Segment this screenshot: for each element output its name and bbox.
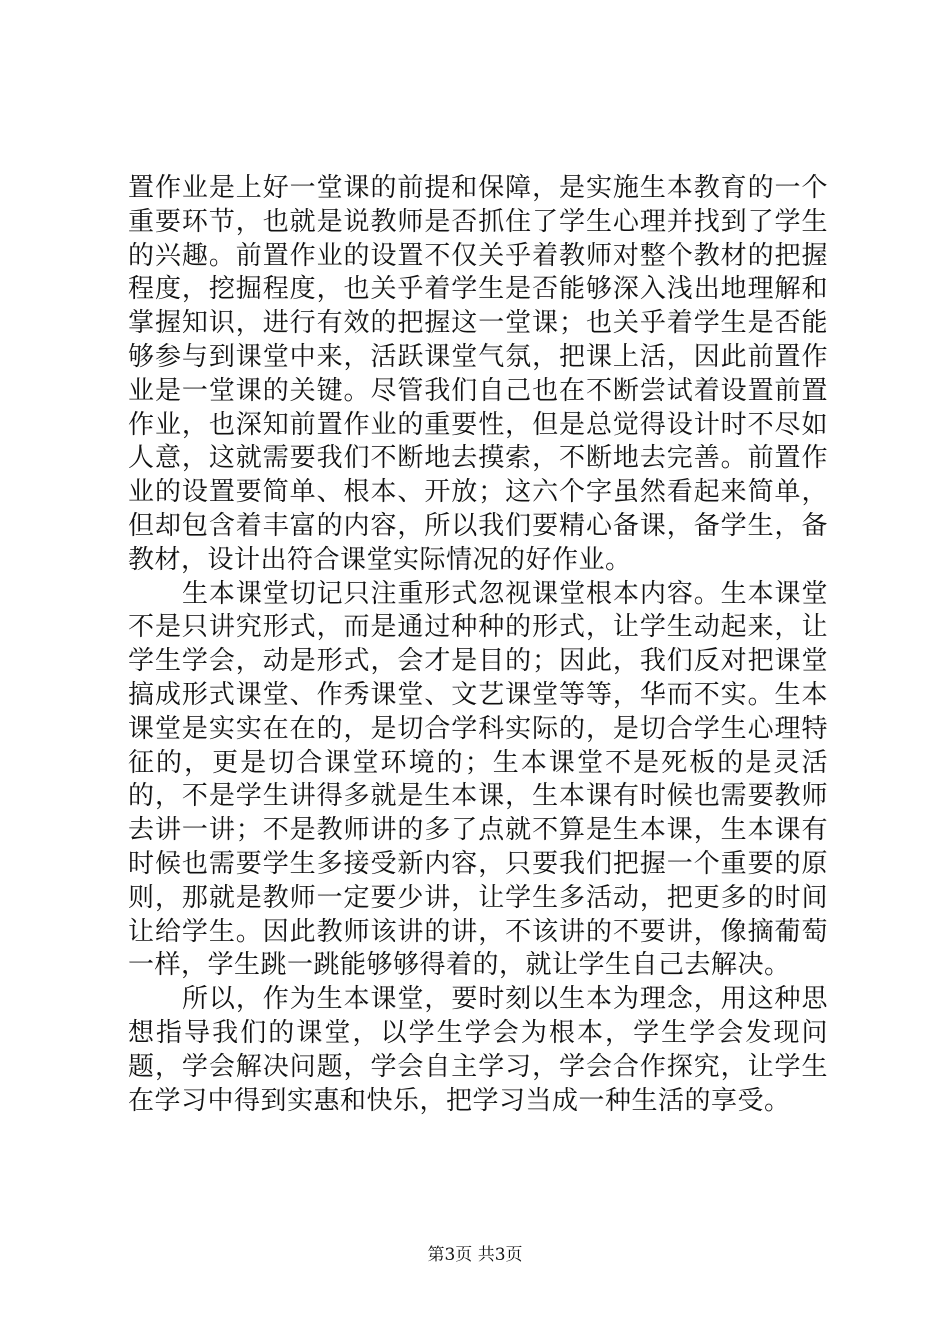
paragraph-continuation: 置作业是上好一堂课的前提和保障，是实施生本教育的一个重要环节，也就是说教师是否抓住了学生心理并找到了学生的兴趣。前置作业的设置不仅关乎着教师对整个教材的把握程度，挖掘程度，也关乎着学生是否能够深入浅出地理解和掌握知识，进行有效的把握这一堂课；也关乎着学生是否能够参与到课堂中来，活跃课堂气氛，把课上活，因此前置作业是一堂课的关键。尽管我们自己也在不断尝试着设置前置作业，也深知前置作业的重要性，但是总觉得设计时不尽如人意，这就需要我们不断地去摸索，不断地去完善。前置作业的设置要简单、根本、开放；这六个字虽然看起来简单，但却包含着丰富的内容，所以我们要精心备课，备学生，备教材，设计出符合课堂实际情况的好作业。 — [128, 173, 828, 575]
paragraph-conclusion: 所以，作为生本课堂，要时刻以生本为理念，用这种思想指导我们的课堂，以学生学会为根本，学生学会发现问题，学会解决问题，学会自主学习，学会合作探究，让学生在学习中得到实惠和快乐，把学习当成一种生活的享受。 — [128, 984, 828, 1116]
document-body — [128, 172, 828, 1118]
paragraph-shengben-form: 生本课堂切记只注重形式忽视课堂根本内容。生本课堂不是只讲究形式，而是通过种种的形式，让学生动起来，让学生学会，动是形式，会才是目的；因此，我们反对把课堂搞成形式课堂、作秀课堂、文艺课堂等等，华而不实。生本课堂是实实在在的，是切合学科实际的，是切合学生心理特征的，更是切合课堂环境的；生本课堂不是死板的是灵活的，不是学生讲得多就是生本课，生本课有时候也需要教师去讲一讲；不是教师讲的多了点就不算是生本课，生本课有时候也需要学生多接受新内容，只要我们把握一个重要的原则，那就是教师一定要少讲，让学生多活动，把更多的时间让给学生。因此教师该讲的讲，不该讲的不要讲，像摘葡萄一样，学生跳一跳能够够得着的，就让学生自己去解决。 — [128, 578, 828, 981]
page-number-footer: 第3页 共3页 — [427, 1245, 523, 1265]
